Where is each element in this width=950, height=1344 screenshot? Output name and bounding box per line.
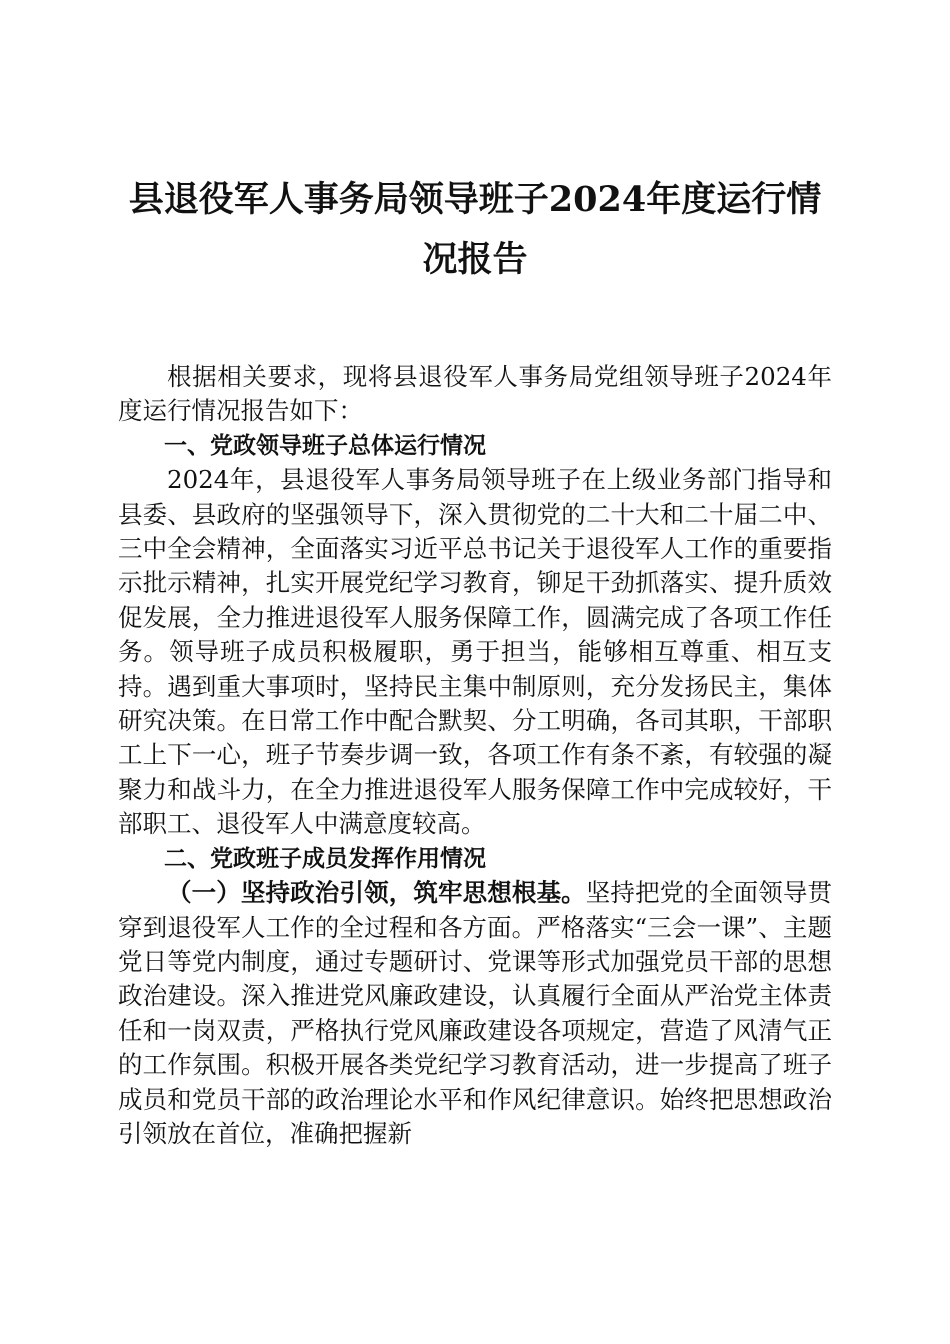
section-2-heading: 二、党政班子成员发挥作用情况: [164, 845, 486, 872]
section-2-subheading-1: （一）坚持政治引领，筑牢思想根基。: [167, 878, 586, 908]
document-body: [118, 360, 832, 1151]
document-title: [118, 170, 832, 290]
section-1-paragraph: 2024年，县退役军人事务局领导班子在上级业务部门指导和县委、县政府的坚强领导下，深入贯彻党的二十大和二十届二中、三中全会精神，全面落实习近平总书记关于退役军人工作的重要指示批示精神，扎实开展党纪学习教育，铆足干劲抓落实、提升质效促发展，全力推进退役军人服务保障工作，圆满完成了各项工作任务。领导班子成员积极履职，勇于担当，能够相互尊重、相互支持。遇到重大事项时，坚持民主集中制原则，充分发扬民主，集体研究决策。在日常工作中配合默契、分工明确，各司其职，干部职工上下一心，班子节奏步调一致，各项工作有条不紊，有较强的凝聚力和战斗力，在全力推进退役军人服务保障工作中完成较好，干部职工、退役军人中满意度较高。: [118, 465, 832, 839]
section-2-paragraph-1-text: 坚持把党的全面领导贯穿到退役军人工作的全过程和各方面。严格落实“三会一课”、主题党日等党内制度，通过专题研讨、党课等形式加强党员干部的思想政治建设。深入推进党风廉政建设，认真履行全面从严治党主体责任和一岗双责，严格执行党风廉政建设各项规定，营造了风清气正的工作氛围。积极开展各类党纪学习教育活动，进一步提高了班子成员和党员干部的政治理论水平和作风纪律意识。始终把思想政治引领放在首位，准确把握新: [118, 878, 833, 1148]
title-line-1: 县退役军人事务局领导班子2024年度运行情: [128, 179, 822, 220]
section-1-heading: 一、党政领导班子总体运行情况: [164, 432, 486, 459]
intro-paragraph: 根据相关要求，现将县退役军人事务局党组领导班子2024年度运行情况报告如下：: [118, 362, 832, 426]
section-2-paragraph-1: [118, 876, 832, 1151]
title-line-2: 况报告: [422, 239, 528, 280]
